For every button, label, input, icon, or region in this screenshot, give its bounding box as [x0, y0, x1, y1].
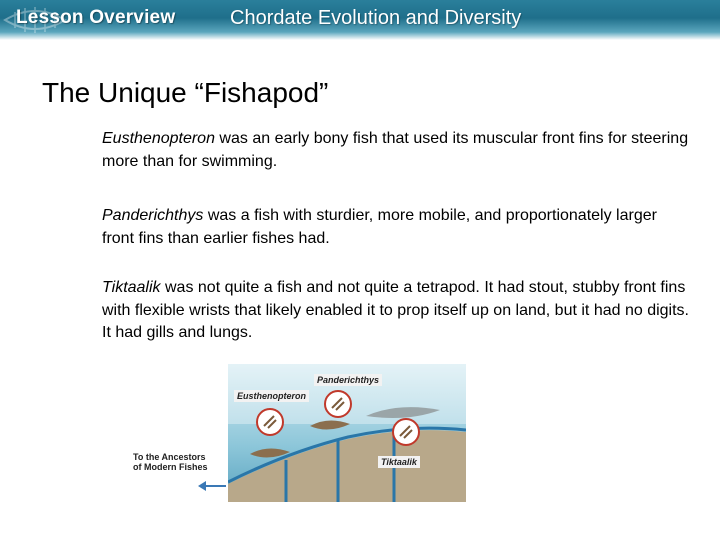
label-tiktaalik: Tiktaalik — [378, 456, 420, 468]
paragraph-panderichthys — [102, 205, 692, 250]
chapter-title: Chordate Evolution and Diversity — [230, 7, 522, 29]
paragraph-text: was not quite a fish and not quite a tetrapod. It had stout, stubby front fins with flexible wrists that likely enabled it to prop itself up on land, but it had no digits. It had gills and lungs. — [102, 279, 689, 341]
arrow-head — [198, 481, 206, 491]
slide-title: The Unique “Fishapod” — [42, 77, 329, 108]
paragraph-tiktaalik — [102, 277, 692, 345]
ancestors-note: To the Ancestors of Modern Fishes — [133, 452, 208, 472]
species-name: Panderichthys — [102, 207, 204, 224]
evolution-figure — [228, 364, 466, 502]
paragraph-text: was a fish with sturdier, more mobile, and proportionately larger front fins than earlier fishes had. — [102, 207, 657, 247]
species-name: Tiktaalik — [102, 279, 161, 296]
species-name: Eusthenopteron — [102, 130, 215, 147]
paragraph-eusthenopteron — [102, 128, 692, 173]
lesson-overview-label: Lesson Overview — [16, 7, 176, 28]
label-panderichthys: Panderichthys — [314, 374, 382, 386]
label-eusthenopteron: Eusthenopteron — [234, 390, 309, 402]
paragraph-text: was an early bony fish that used its muscular front fins for steering more than for swimming. — [102, 130, 689, 170]
header-bar — [0, 0, 720, 40]
